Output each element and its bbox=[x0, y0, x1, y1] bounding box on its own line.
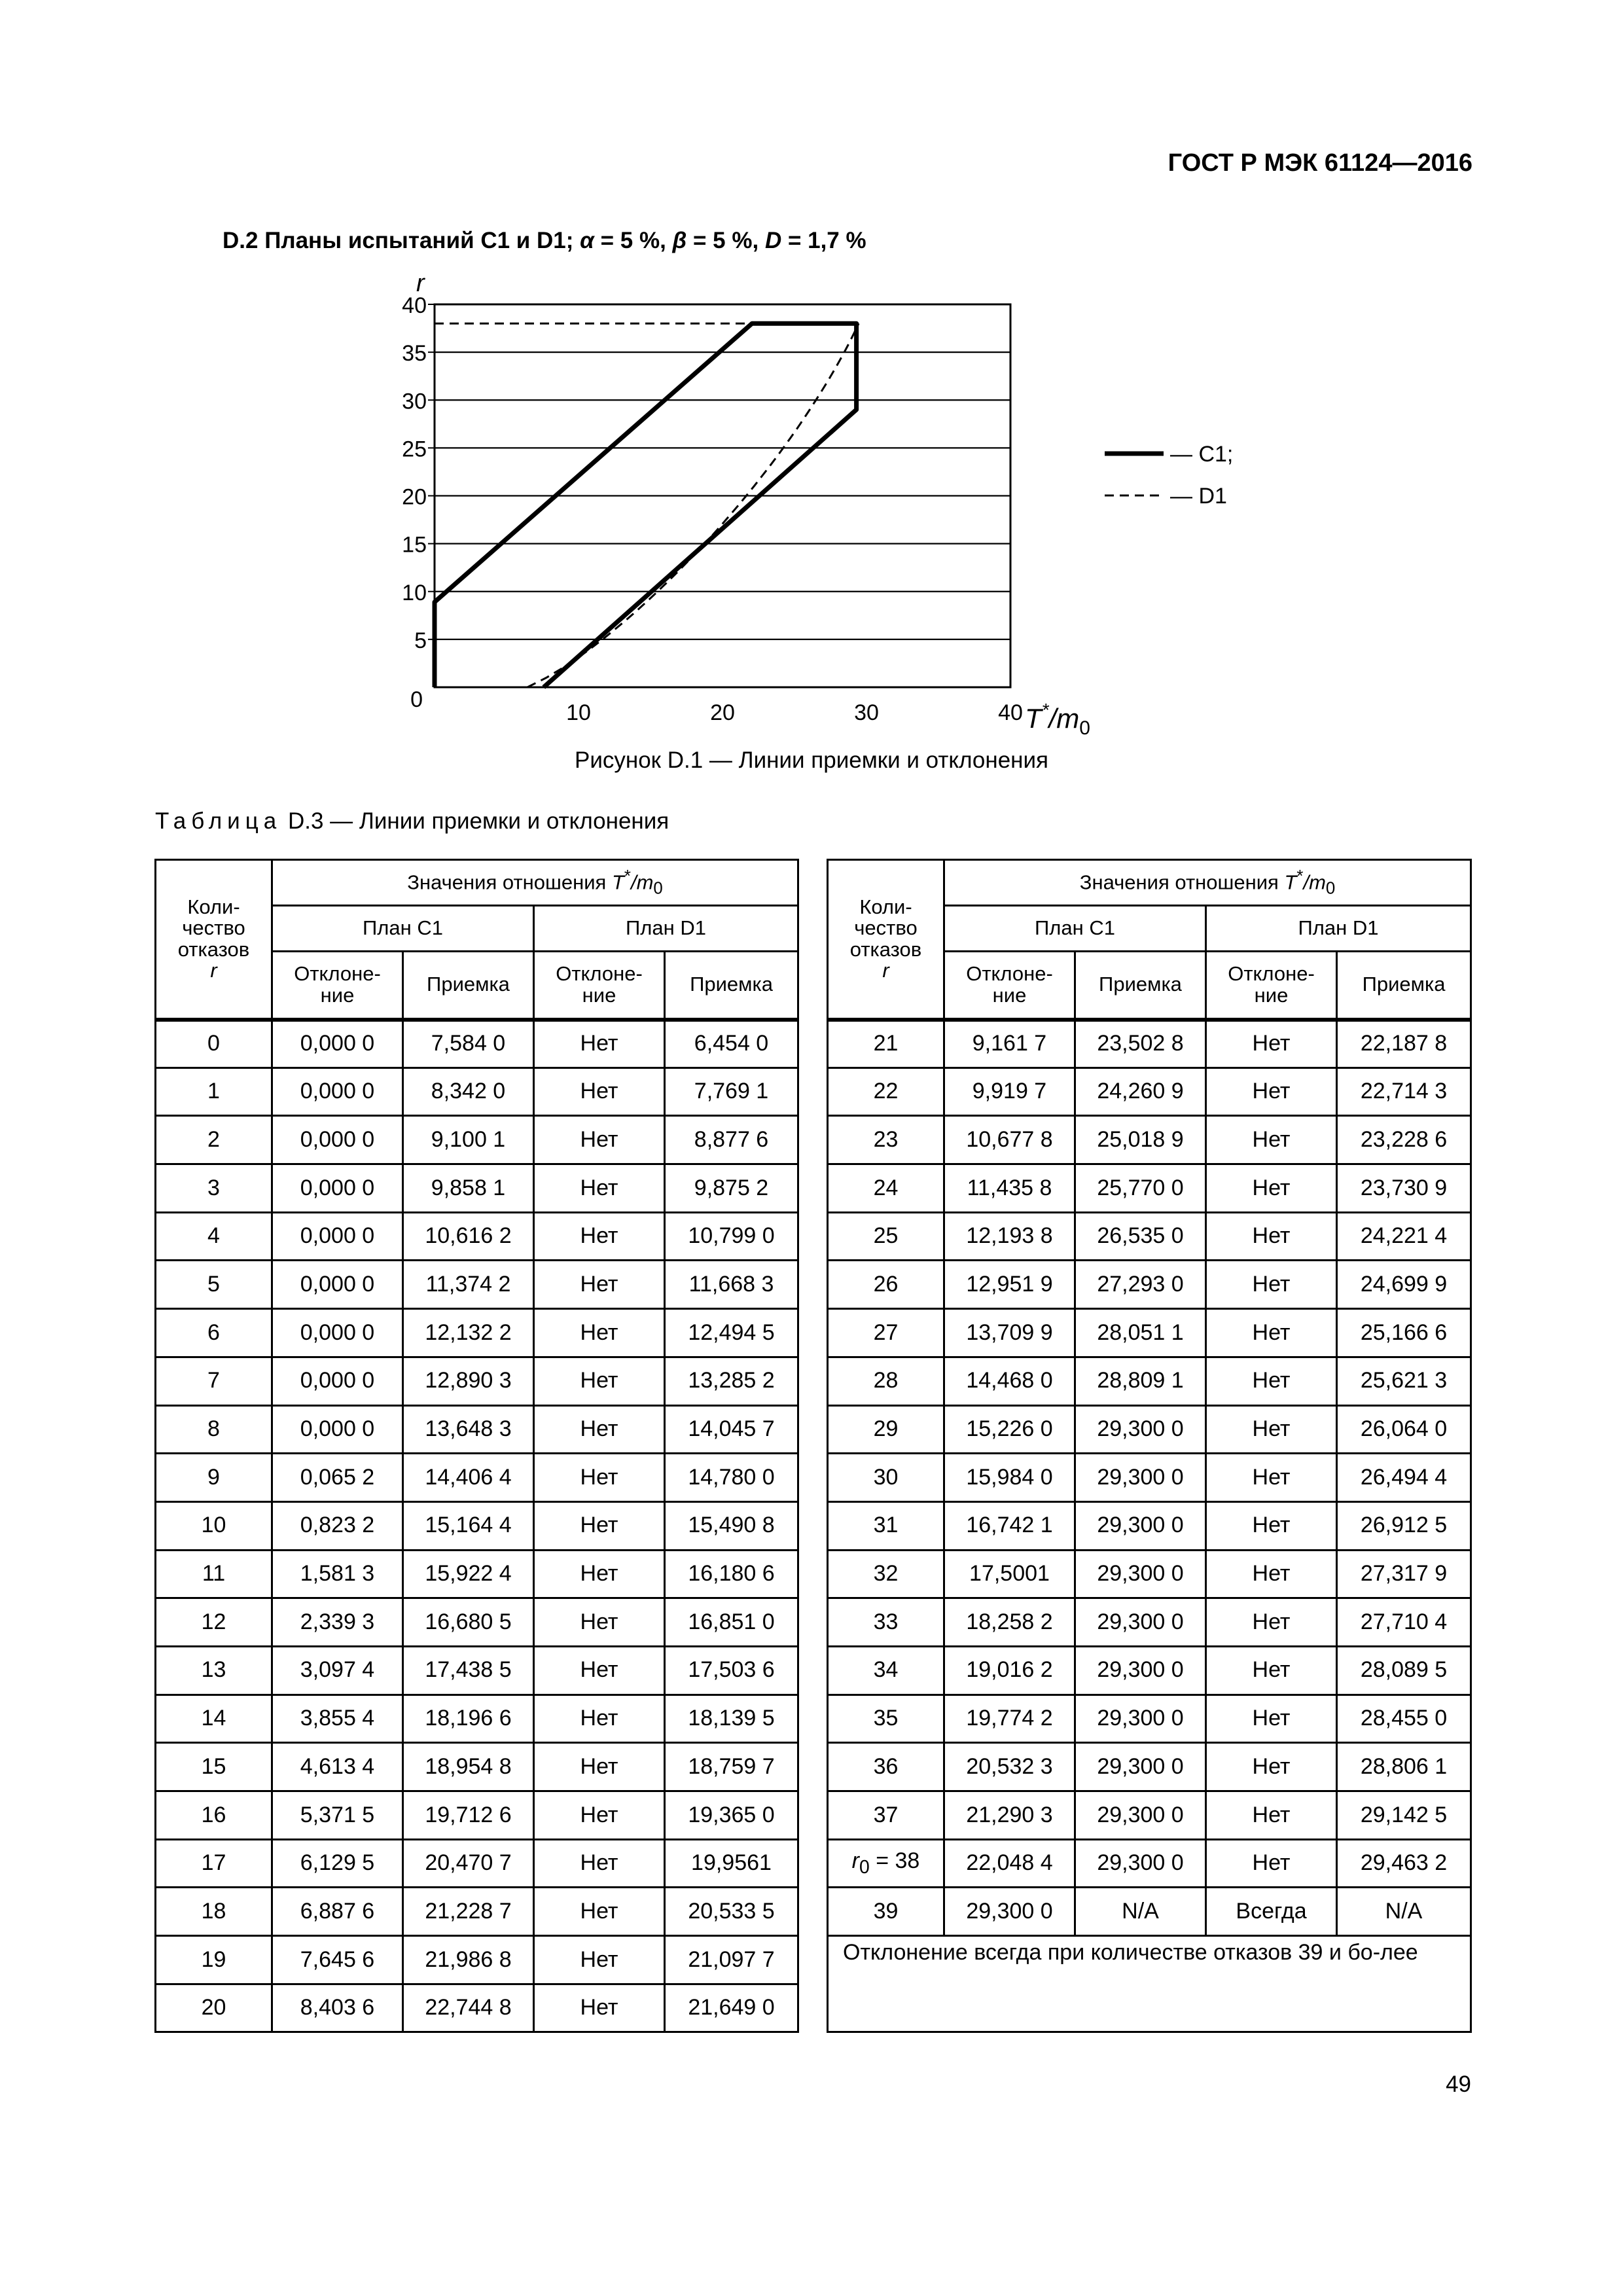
cell-d1-accept: 11,668 3 bbox=[665, 1261, 798, 1309]
cell-d1-accept: 8,877 6 bbox=[665, 1116, 798, 1164]
cell-failure-count: 33 bbox=[828, 1598, 944, 1647]
cell-d1-accept: 19,9561 bbox=[665, 1839, 798, 1888]
y-tick-label: 20 bbox=[402, 484, 427, 510]
cell-c1-reject: 4,613 4 bbox=[272, 1743, 403, 1791]
cell-d1-reject: Нет bbox=[534, 1598, 665, 1647]
cell-d1-reject: Нет bbox=[534, 1984, 665, 2032]
cell-d1-accept: 19,365 0 bbox=[665, 1791, 798, 1840]
header-d1-accept: Приемка bbox=[665, 952, 798, 1020]
table-row bbox=[828, 1261, 1471, 1309]
cell-d1-accept: 14,045 7 bbox=[665, 1405, 798, 1454]
cell-c1-accept: 26,535 0 bbox=[1075, 1212, 1206, 1261]
cell-d1-accept: 22,714 3 bbox=[1337, 1067, 1471, 1116]
cell-c1-accept: 9,858 1 bbox=[403, 1164, 534, 1213]
cell-failure-count: 15 bbox=[156, 1743, 272, 1791]
d-symbol: D bbox=[764, 228, 782, 253]
cell-failure-count: $r_0 = 38$ bbox=[828, 1839, 944, 1888]
cell-c1-accept: 27,293 0 bbox=[1075, 1261, 1206, 1309]
cell-failure-count: 13 bbox=[156, 1646, 272, 1695]
cell-c1-accept: 29,300 0 bbox=[1075, 1405, 1206, 1454]
cell-d1-reject: Нет bbox=[534, 1116, 665, 1164]
cell-c1-reject: 7,645 6 bbox=[272, 1936, 403, 1984]
header-c1-reject: Отклоне- ние bbox=[944, 952, 1075, 1020]
table-row bbox=[828, 1309, 1471, 1357]
cell-c1-accept: 7,584 0 bbox=[403, 1020, 534, 1068]
table-row bbox=[156, 1839, 798, 1888]
figure-caption: Рисунок D.1 — Линии приемки и отклонения bbox=[574, 747, 1048, 773]
cell-c1-accept: 22,744 8 bbox=[403, 1984, 534, 2032]
y-tick-label: 35 bbox=[402, 341, 427, 367]
cell-c1-reject: 22,048 4 bbox=[944, 1839, 1075, 1888]
table-row bbox=[156, 1888, 798, 1936]
cell-d1-accept: 15,490 8 bbox=[665, 1501, 798, 1550]
cell-c1-accept: 29,300 0 bbox=[1075, 1454, 1206, 1502]
cell-c1-accept: 15,922 4 bbox=[403, 1550, 534, 1598]
table-row bbox=[156, 1743, 798, 1791]
cell-c1-accept: 21,228 7 bbox=[403, 1888, 534, 1936]
table-row bbox=[828, 1454, 1471, 1502]
table-row bbox=[156, 1164, 798, 1213]
cell-d1-reject: Нет bbox=[534, 1405, 665, 1454]
cell-d1-reject: Нет bbox=[534, 1550, 665, 1598]
cell-failure-count: 26 bbox=[828, 1261, 944, 1309]
origin-label: 0 bbox=[410, 687, 423, 712]
cell-d1-accept: 23,730 9 bbox=[1337, 1164, 1471, 1213]
cell-c1-reject: 0,000 0 bbox=[272, 1405, 403, 1454]
cell-d1-reject: Нет bbox=[1206, 1501, 1337, 1550]
cell-d1-reject: Нет bbox=[534, 1309, 665, 1357]
cell-c1-accept: 18,196 6 bbox=[403, 1695, 534, 1743]
cell-d1-reject: Нет bbox=[534, 1454, 665, 1502]
cell-c1-accept: 29,300 0 bbox=[1075, 1550, 1206, 1598]
cell-d1-accept: 17,503 6 bbox=[665, 1646, 798, 1695]
cell-d1-reject: Нет bbox=[534, 1743, 665, 1791]
cell-failure-count: 8 bbox=[156, 1405, 272, 1454]
series-lines bbox=[435, 323, 859, 687]
series-c1-line bbox=[435, 323, 857, 687]
cell-d1-reject: Нет bbox=[1206, 1695, 1337, 1743]
table-row bbox=[156, 1936, 798, 1984]
cell-failure-count: 1 bbox=[156, 1067, 272, 1116]
y-tick-label: 25 bbox=[402, 437, 427, 462]
table-row bbox=[828, 1743, 1471, 1791]
data-table-left bbox=[154, 859, 799, 2033]
cell-failure-count: 18 bbox=[156, 1888, 272, 1936]
standard-header: ГОСТ Р МЭК 61124—2016 bbox=[1168, 149, 1472, 177]
cell-d1-accept: N/A bbox=[1337, 1888, 1471, 1936]
cell-d1-reject: Нет bbox=[1206, 1646, 1337, 1695]
cell-c1-accept: 28,051 1 bbox=[1075, 1309, 1206, 1357]
cell-failure-count: 31 bbox=[828, 1501, 944, 1550]
beta-value: = 5 %, bbox=[687, 228, 765, 253]
cell-c1-reject: 12,193 8 bbox=[944, 1212, 1075, 1261]
d-value: = 1,7 % bbox=[781, 228, 866, 253]
cell-c1-accept: 13,648 3 bbox=[403, 1405, 534, 1454]
cell-d1-accept: 28,089 5 bbox=[1337, 1646, 1471, 1695]
cell-c1-reject: 0,000 0 bbox=[272, 1116, 403, 1164]
table-row bbox=[156, 1695, 798, 1743]
cell-d1-accept: 10,799 0 bbox=[665, 1212, 798, 1261]
cell-c1-reject: 0,000 0 bbox=[272, 1164, 403, 1213]
cell-d1-reject: Нет bbox=[1206, 1405, 1337, 1454]
cell-d1-accept: 12,494 5 bbox=[665, 1309, 798, 1357]
cell-c1-accept: 21,986 8 bbox=[403, 1936, 534, 1984]
cell-d1-accept: 14,780 0 bbox=[665, 1454, 798, 1502]
cell-failure-count: 9 bbox=[156, 1454, 272, 1502]
cell-d1-reject: Всегда bbox=[1206, 1888, 1337, 1936]
x-tick-label: 40 bbox=[998, 700, 1023, 725]
header-ratio-values: Значения отношения $T^*/m_0$ bbox=[272, 860, 798, 906]
cell-c1-reject: 0,000 0 bbox=[272, 1212, 403, 1261]
cell-d1-accept: 16,180 6 bbox=[665, 1550, 798, 1598]
legend-label: — D1 bbox=[1170, 484, 1227, 509]
table-row bbox=[828, 1020, 1471, 1068]
cell-c1-reject: 1,581 3 bbox=[272, 1550, 403, 1598]
cell-d1-accept: 21,649 0 bbox=[665, 1984, 798, 2032]
cell-failure-count: 25 bbox=[828, 1212, 944, 1261]
table-row bbox=[156, 1501, 798, 1550]
cell-c1-accept: 8,342 0 bbox=[403, 1067, 534, 1116]
cell-d1-accept: 29,142 5 bbox=[1337, 1791, 1471, 1840]
header-c1-accept: Приемка bbox=[403, 952, 534, 1020]
cell-c1-reject: 17,5001 bbox=[944, 1550, 1075, 1598]
cell-d1-accept: 23,228 6 bbox=[1337, 1116, 1471, 1164]
cell-c1-accept: 12,132 2 bbox=[403, 1309, 534, 1357]
cell-d1-reject: Нет bbox=[1206, 1743, 1337, 1791]
alpha-symbol: α bbox=[580, 228, 594, 253]
cell-c1-reject: 19,016 2 bbox=[944, 1646, 1075, 1695]
header-plan-c1: План С1 bbox=[944, 906, 1206, 952]
cell-d1-accept: 26,064 0 bbox=[1337, 1405, 1471, 1454]
header-c1-reject: Отклоне- ние bbox=[272, 952, 403, 1020]
cell-failure-count: 32 bbox=[828, 1550, 944, 1598]
cell-d1-reject: Нет bbox=[1206, 1550, 1337, 1598]
table-row bbox=[156, 1116, 798, 1164]
table-note: Отклонение всегда при количестве отказов 39 и бо-лее bbox=[828, 1936, 1471, 2032]
x-tick-label: 10 bbox=[566, 700, 591, 725]
cell-c1-accept: 29,300 0 bbox=[1075, 1791, 1206, 1840]
table-row bbox=[828, 1550, 1471, 1598]
cell-c1-accept: N/A bbox=[1075, 1888, 1206, 1936]
table-caption-text: D.3 — Линии приемки и отклонения bbox=[281, 808, 669, 834]
table-row bbox=[156, 1067, 798, 1116]
table-row bbox=[828, 1839, 1471, 1888]
cell-c1-reject: 3,855 4 bbox=[272, 1695, 403, 1743]
cell-failure-count: 16 bbox=[156, 1791, 272, 1840]
table-row bbox=[156, 1984, 798, 2032]
cell-d1-reject: Нет bbox=[534, 1936, 665, 1984]
cell-d1-reject: Нет bbox=[534, 1212, 665, 1261]
cell-failure-count: 35 bbox=[828, 1695, 944, 1743]
cell-c1-accept: 12,890 3 bbox=[403, 1357, 534, 1405]
cell-c1-reject: 15,226 0 bbox=[944, 1405, 1075, 1454]
cell-c1-reject: 9,161 7 bbox=[944, 1020, 1075, 1068]
y-tick-label: 5 bbox=[414, 628, 427, 653]
cell-d1-accept: 26,912 5 bbox=[1337, 1501, 1471, 1550]
cell-failure-count: 6 bbox=[156, 1309, 272, 1357]
cell-failure-count: 22 bbox=[828, 1067, 944, 1116]
acceptance-rejection-chart bbox=[366, 259, 1234, 743]
cell-failure-count: 4 bbox=[156, 1212, 272, 1261]
cell-failure-count: 19 bbox=[156, 1936, 272, 1984]
cell-c1-accept: 25,018 9 bbox=[1075, 1116, 1206, 1164]
cell-c1-accept: 20,470 7 bbox=[403, 1839, 534, 1888]
cell-d1-accept: 28,455 0 bbox=[1337, 1695, 1471, 1743]
cell-d1-reject: Нет bbox=[1206, 1357, 1337, 1405]
cell-d1-reject: Нет bbox=[534, 1164, 665, 1213]
cell-c1-accept: 18,954 8 bbox=[403, 1743, 534, 1791]
table-row bbox=[828, 1067, 1471, 1116]
x-tick-label: 20 bbox=[710, 700, 735, 725]
cell-c1-reject: 29,300 0 bbox=[944, 1888, 1075, 1936]
cell-failure-count: 23 bbox=[828, 1116, 944, 1164]
cell-d1-reject: Нет bbox=[1206, 1116, 1337, 1164]
header-failure-count: Коли- чество отказов r bbox=[828, 860, 944, 1020]
cell-c1-reject: 0,000 0 bbox=[272, 1067, 403, 1116]
data-table-right bbox=[827, 859, 1472, 2033]
page-number: 49 bbox=[1446, 2072, 1471, 2097]
cell-c1-reject: 0,000 0 bbox=[272, 1261, 403, 1309]
header-d1-reject: Отклоне- ние bbox=[534, 952, 665, 1020]
cell-c1-accept: 23,502 8 bbox=[1075, 1020, 1206, 1068]
cell-d1-reject: Нет bbox=[534, 1791, 665, 1840]
cell-d1-accept: 27,710 4 bbox=[1337, 1598, 1471, 1647]
cell-c1-reject: 16,742 1 bbox=[944, 1501, 1075, 1550]
cell-c1-accept: 19,712 6 bbox=[403, 1791, 534, 1840]
cell-c1-reject: 6,129 5 bbox=[272, 1839, 403, 1888]
cell-d1-accept: 21,097 7 bbox=[665, 1936, 798, 1984]
table-row bbox=[828, 1791, 1471, 1840]
cell-failure-count: 36 bbox=[828, 1743, 944, 1791]
cell-c1-accept: 14,406 4 bbox=[403, 1454, 534, 1502]
cell-c1-accept: 10,616 2 bbox=[403, 1212, 534, 1261]
cell-d1-accept: 24,699 9 bbox=[1337, 1261, 1471, 1309]
table-caption bbox=[155, 808, 669, 834]
cell-d1-reject: Нет bbox=[534, 1695, 665, 1743]
cell-d1-reject: Нет bbox=[534, 1839, 665, 1888]
cell-failure-count: 37 bbox=[828, 1791, 944, 1840]
cell-d1-accept: 13,285 2 bbox=[665, 1357, 798, 1405]
cell-d1-reject: Нет bbox=[534, 1067, 665, 1116]
cell-c1-reject: 0,000 0 bbox=[272, 1020, 403, 1068]
cell-c1-accept: 29,300 0 bbox=[1075, 1501, 1206, 1550]
cell-c1-accept: 29,300 0 bbox=[1075, 1598, 1206, 1647]
cell-c1-reject: 11,435 8 bbox=[944, 1164, 1075, 1213]
cell-failure-count: 27 bbox=[828, 1309, 944, 1357]
cell-d1-accept: 25,621 3 bbox=[1337, 1357, 1471, 1405]
y-tick-label: 15 bbox=[402, 532, 427, 558]
cell-c1-reject: 12,951 9 bbox=[944, 1261, 1075, 1309]
header-d1-reject: Отклоне- ние bbox=[1206, 952, 1337, 1020]
cell-failure-count: 5 bbox=[156, 1261, 272, 1309]
cell-c1-accept: 17,438 5 bbox=[403, 1646, 534, 1695]
beta-symbol: β bbox=[672, 228, 687, 253]
cell-d1-reject: Нет bbox=[534, 1261, 665, 1309]
section-heading bbox=[223, 228, 866, 254]
table-row bbox=[156, 1309, 798, 1357]
cell-d1-reject: Нет bbox=[1206, 1454, 1337, 1502]
cell-d1-accept: 18,139 5 bbox=[665, 1695, 798, 1743]
cell-failure-count: 0 bbox=[156, 1020, 272, 1068]
cell-d1-reject: Нет bbox=[1206, 1598, 1337, 1647]
cell-failure-count: 29 bbox=[828, 1405, 944, 1454]
header-c1-accept: Приемка bbox=[1075, 952, 1206, 1020]
y-axis-label: r bbox=[416, 270, 425, 297]
header-ratio-values: Значения отношения $T^*/m_0$ bbox=[944, 860, 1471, 906]
cell-d1-reject: Нет bbox=[1206, 1212, 1337, 1261]
header-d1-accept: Приемка bbox=[1337, 952, 1471, 1020]
table-row bbox=[828, 1212, 1471, 1261]
y-tick-label: 30 bbox=[402, 389, 427, 414]
cell-c1-accept: 9,100 1 bbox=[403, 1116, 534, 1164]
cell-c1-reject: 9,919 7 bbox=[944, 1067, 1075, 1116]
cell-d1-accept: 20,533 5 bbox=[665, 1888, 798, 1936]
cell-c1-reject: 0,000 0 bbox=[272, 1357, 403, 1405]
cell-c1-reject: 18,258 2 bbox=[944, 1598, 1075, 1647]
cell-d1-reject: Нет bbox=[1206, 1791, 1337, 1840]
table-row bbox=[156, 1454, 798, 1502]
cell-d1-accept: 26,494 4 bbox=[1337, 1454, 1471, 1502]
table-row bbox=[828, 1357, 1471, 1405]
table-row bbox=[828, 1116, 1471, 1164]
cell-failure-count: 39 bbox=[828, 1888, 944, 1936]
table-row bbox=[156, 1357, 798, 1405]
cell-c1-reject: 20,532 3 bbox=[944, 1743, 1075, 1791]
cell-c1-reject: 0,000 0 bbox=[272, 1309, 403, 1357]
cell-c1-accept: 28,809 1 bbox=[1075, 1357, 1206, 1405]
cell-d1-reject: Нет bbox=[534, 1501, 665, 1550]
cell-d1-accept: 29,463 2 bbox=[1337, 1839, 1471, 1888]
section-number: D.2 bbox=[223, 228, 259, 253]
table-row bbox=[156, 1261, 798, 1309]
cell-d1-accept: 25,166 6 bbox=[1337, 1309, 1471, 1357]
table-row bbox=[828, 1501, 1471, 1550]
cell-d1-accept: 7,769 1 bbox=[665, 1067, 798, 1116]
y-tick-label: 40 bbox=[402, 293, 427, 318]
table-caption-label: Таблица bbox=[155, 808, 282, 834]
cell-c1-accept: 16,680 5 bbox=[403, 1598, 534, 1647]
cell-c1-accept: 29,300 0 bbox=[1075, 1695, 1206, 1743]
table-row bbox=[156, 1212, 798, 1261]
section-title: Планы испытаний С1 и D1; bbox=[264, 228, 574, 253]
table-row bbox=[828, 1405, 1471, 1454]
cell-d1-accept: 22,187 8 bbox=[1337, 1020, 1471, 1068]
cell-failure-count: 21 bbox=[828, 1020, 944, 1068]
cell-d1-reject: Нет bbox=[534, 1888, 665, 1936]
cell-d1-accept: 24,221 4 bbox=[1337, 1212, 1471, 1261]
cell-d1-accept: 16,851 0 bbox=[665, 1598, 798, 1647]
cell-c1-reject: 0,065 2 bbox=[272, 1454, 403, 1502]
cell-d1-reject: Нет bbox=[1206, 1261, 1337, 1309]
y-tick-label: 10 bbox=[402, 580, 427, 605]
table-row bbox=[156, 1020, 798, 1068]
cell-d1-reject: Нет bbox=[534, 1646, 665, 1695]
cell-failure-count: 20 bbox=[156, 1984, 272, 2032]
cell-failure-count: 17 bbox=[156, 1839, 272, 1888]
cell-c1-reject: 2,339 3 bbox=[272, 1598, 403, 1647]
cell-c1-reject: 0,823 2 bbox=[272, 1501, 403, 1550]
table-row bbox=[828, 1598, 1471, 1647]
cell-c1-accept: 11,374 2 bbox=[403, 1261, 534, 1309]
cell-c1-accept: 25,770 0 bbox=[1075, 1164, 1206, 1213]
cell-d1-reject: Нет bbox=[534, 1020, 665, 1068]
cell-failure-count: 34 bbox=[828, 1646, 944, 1695]
cell-c1-reject: 13,709 9 bbox=[944, 1309, 1075, 1357]
cell-failure-count: 3 bbox=[156, 1164, 272, 1213]
table-row bbox=[156, 1646, 798, 1695]
cell-c1-reject: 6,887 6 bbox=[272, 1888, 403, 1936]
header-failure-count: Коли- чество отказов r bbox=[156, 860, 272, 1020]
cell-c1-accept: 15,164 4 bbox=[403, 1501, 534, 1550]
cell-d1-reject: Нет bbox=[1206, 1309, 1337, 1357]
cell-c1-reject: 10,677 8 bbox=[944, 1116, 1075, 1164]
table-row bbox=[828, 1695, 1471, 1743]
cell-c1-reject: 21,290 3 bbox=[944, 1791, 1075, 1840]
alpha-value: = 5 %, bbox=[594, 228, 673, 253]
cell-d1-accept: 27,317 9 bbox=[1337, 1550, 1471, 1598]
cell-failure-count: 28 bbox=[828, 1357, 944, 1405]
cell-failure-count: 30 bbox=[828, 1454, 944, 1502]
cell-c1-reject: 3,097 4 bbox=[272, 1646, 403, 1695]
header-plan-d1: План D1 bbox=[534, 906, 798, 952]
cell-c1-reject: 14,468 0 bbox=[944, 1357, 1075, 1405]
cell-c1-accept: 29,300 0 bbox=[1075, 1839, 1206, 1888]
table-row bbox=[156, 1405, 798, 1454]
chart-legend bbox=[1105, 442, 1233, 509]
cell-d1-reject: Нет bbox=[534, 1357, 665, 1405]
cell-failure-count: 11 bbox=[156, 1550, 272, 1598]
cell-failure-count: 12 bbox=[156, 1598, 272, 1647]
cell-c1-accept: 29,300 0 bbox=[1075, 1646, 1206, 1695]
cell-d1-accept: 6,454 0 bbox=[665, 1020, 798, 1068]
cell-c1-reject: 19,774 2 bbox=[944, 1695, 1075, 1743]
cell-d1-accept: 18,759 7 bbox=[665, 1743, 798, 1791]
table-row bbox=[828, 1888, 1471, 1936]
cell-failure-count: 24 bbox=[828, 1164, 944, 1213]
cell-failure-count: 2 bbox=[156, 1116, 272, 1164]
table-row bbox=[156, 1598, 798, 1647]
cell-failure-count: 7 bbox=[156, 1357, 272, 1405]
header-plan-d1: План D1 bbox=[1206, 906, 1471, 952]
cell-c1-reject: 15,984 0 bbox=[944, 1454, 1075, 1502]
legend-label: — С1; bbox=[1170, 442, 1234, 467]
table-row bbox=[828, 1936, 1471, 1984]
cell-d1-reject: Нет bbox=[1206, 1020, 1337, 1068]
table-row bbox=[828, 1164, 1471, 1213]
cell-d1-reject: Нет bbox=[1206, 1164, 1337, 1213]
cell-d1-reject: Нет bbox=[1206, 1067, 1337, 1116]
table-row bbox=[156, 1550, 798, 1598]
cell-d1-reject: Нет bbox=[1206, 1839, 1337, 1888]
x-tick-label: 30 bbox=[854, 700, 879, 725]
cell-d1-accept: 9,875 2 bbox=[665, 1164, 798, 1213]
table-row bbox=[828, 1646, 1471, 1695]
cell-failure-count: 10 bbox=[156, 1501, 272, 1550]
header-plan-c1: План С1 bbox=[272, 906, 534, 952]
cell-failure-count: 14 bbox=[156, 1695, 272, 1743]
cell-c1-accept: 24,260 9 bbox=[1075, 1067, 1206, 1116]
x-axis-label: $T^*/m_0$ bbox=[1025, 700, 1090, 739]
cell-c1-reject: 8,403 6 bbox=[272, 1984, 403, 2032]
grid-lines bbox=[435, 304, 1010, 639]
cell-d1-accept: 28,806 1 bbox=[1337, 1743, 1471, 1791]
cell-c1-accept: 29,300 0 bbox=[1075, 1743, 1206, 1791]
table-row bbox=[156, 1791, 798, 1840]
cell-c1-reject: 5,371 5 bbox=[272, 1791, 403, 1840]
